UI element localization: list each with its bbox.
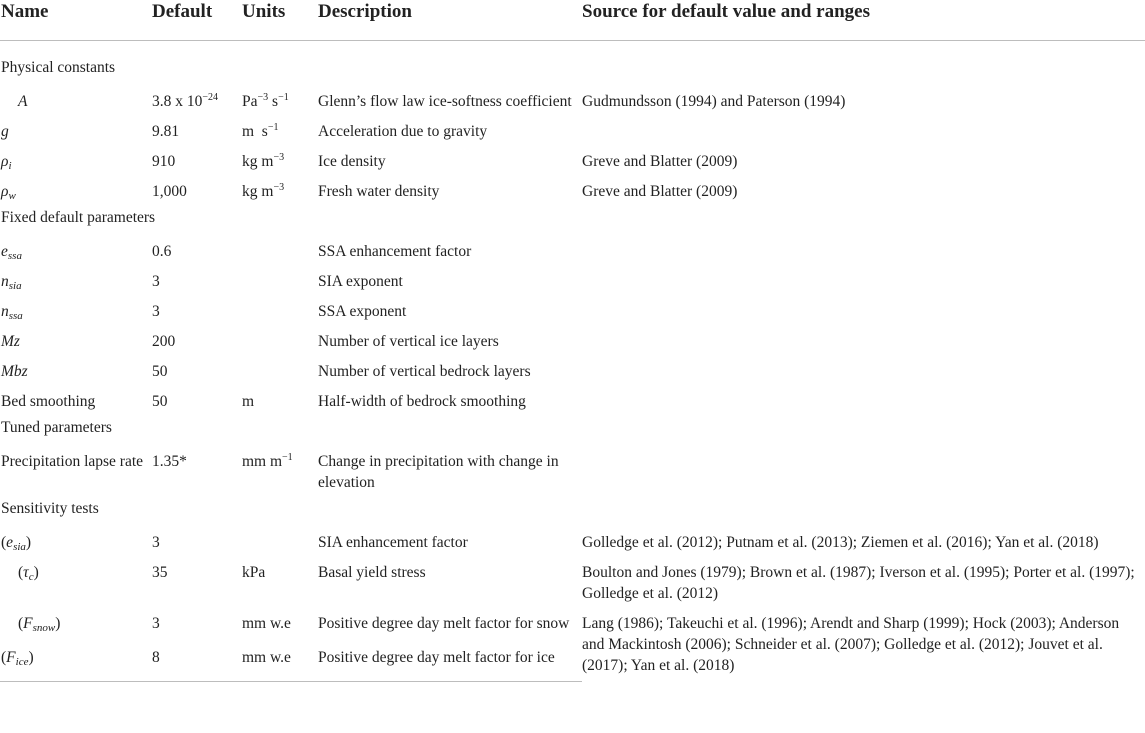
description: Basal yield stress <box>318 564 426 581</box>
description: Fresh water density <box>318 183 440 200</box>
unit <box>242 357 318 387</box>
source: Boulton and Jones (1979); Brown et al. (1987); Iverson et al. (1995); Porter et al. (1997); Golledge et al. (2012) <box>582 564 1135 602</box>
unit: kg $m^{-3}$ <box>242 152 285 170</box>
description: Glenn’s flow law ice-softness coefficient <box>318 93 572 110</box>
symbol: e <box>1 243 8 260</box>
default-value: 200 <box>152 333 176 350</box>
description: Ice density <box>318 153 386 170</box>
section-fixed-default-parameters: Fixed default parameters <box>1 209 156 226</box>
unit: kg $m^{-3}$ <box>242 182 285 200</box>
source <box>582 327 1145 357</box>
description: Number of vertical bedrock layers <box>318 363 531 380</box>
description: SIA exponent <box>318 273 403 290</box>
table-row <box>0 327 1145 357</box>
source: Greve and Blatter (2009) <box>582 153 738 170</box>
table-row: $(e_{sia})$ 3 SIA enhancement factor Golledge et al. (2012); Putnam et al. (2013); Ziemen et al. (2016); Yan et al. (2018) <box>0 528 1145 558</box>
section-row <box>0 417 1145 447</box>
default-value: 50 <box>152 393 168 410</box>
unit <box>242 237 318 267</box>
symbol: ρ <box>1 183 9 200</box>
source <box>582 297 1145 327</box>
description: Change in precipitation with change in elevation <box>318 453 559 491</box>
description: Half-width of bedrock smoothing <box>318 393 526 410</box>
source <box>582 237 1145 267</box>
section-row <box>0 57 1145 87</box>
unit: m <box>242 393 255 410</box>
header-source: Source for default value and ranges <box>582 0 1145 41</box>
source <box>582 357 1145 387</box>
description: Number of vertical ice layers <box>318 333 499 350</box>
default-value: 1.35* <box>152 453 187 470</box>
table-row: $\rho_i$ 910 kg $m^{-3}$ Ice density Greve and Blatter (2009) <box>0 147 1145 177</box>
default-value: 3 <box>152 615 160 632</box>
table-row: $(\tau_c)$ 35 kPa Basal yield stress Boulton and Jones (1979); Brown et al. (1987); Iverson et al. (1995); Porter et al. (1997); Golledge et al. (2012) <box>0 558 1145 609</box>
source <box>582 447 1145 498</box>
header-name: Name <box>0 0 152 41</box>
section-tuned-parameters: Tuned parameters <box>1 419 112 436</box>
section-row <box>0 207 1145 237</box>
default-value: 910 <box>152 153 176 170</box>
unit: mm w.e <box>242 615 291 632</box>
description: SIA enhancement factor <box>318 534 468 551</box>
default-value: 1,000 <box>152 183 187 200</box>
source: Gudmundsson (1994) and Paterson (1994) <box>582 93 846 110</box>
parameter-name: Bed smoothing <box>1 393 96 410</box>
table-row <box>0 117 1145 147</box>
symbol: n <box>1 273 9 290</box>
unit: mm $m^{-1}$ <box>242 452 293 470</box>
unit: m $s^{-1}$ <box>242 122 279 140</box>
section-row <box>0 498 1145 528</box>
description: SSA enhancement factor <box>318 243 472 260</box>
symbol: Mz <box>1 333 20 350</box>
table-row: $n_{sia}$ 3 SIA exponent <box>0 267 1145 297</box>
default-value: 9.81 <box>152 123 180 140</box>
default-value: 3 <box>152 303 160 320</box>
source <box>582 267 1145 297</box>
description: Positive degree day melt factor for ice <box>318 643 582 681</box>
default-value: 0.6 <box>152 243 172 260</box>
table-row <box>0 447 1145 498</box>
symbol: A <box>18 93 28 110</box>
unit: mm w.e <box>242 643 318 681</box>
symbol: F <box>23 615 33 632</box>
symbol: n <box>1 303 9 320</box>
table-row <box>0 357 1145 387</box>
table-row: $(F_{ice})$ 8 mm w.e Positive degree day melt factor for ice <box>0 643 1145 681</box>
section-sensitivity-tests: Sensitivity tests <box>1 500 99 517</box>
default-value: 3.8 x $10^{-24}$ <box>152 92 219 110</box>
unit: kPa <box>242 564 266 581</box>
unit <box>242 267 318 297</box>
description: Positive degree day melt factor for snow <box>318 615 570 632</box>
description: SSA exponent <box>318 303 407 320</box>
default-value: 8 <box>152 643 242 681</box>
header-units: Units <box>242 0 318 41</box>
section-physical-constants: Physical constants <box>1 59 116 76</box>
symbol: τ <box>23 564 29 581</box>
symbol: F <box>6 649 16 667</box>
symbol: ρ <box>1 153 9 170</box>
source: Golledge et al. (2012); Putnam et al. (2013); Ziemen et al. (2016); Yan et al. (2018) <box>582 534 1099 551</box>
default-value: 3 <box>152 534 160 551</box>
table-row: $e_{ssa}$ 0.6 SSA enhancement factor <box>0 237 1145 267</box>
source <box>582 387 1145 417</box>
symbol: g <box>1 123 9 140</box>
symbol: e <box>6 534 14 551</box>
unit <box>242 297 318 327</box>
default-value: 3 <box>152 273 160 290</box>
header-description: Description <box>318 0 582 41</box>
table-row: $\rho_w$ 1,000 kg $m^{-3}$ Fresh water density Greve and Blatter (2009) <box>0 177 1145 207</box>
source: Greve and Blatter (2009) <box>582 183 738 200</box>
unit <box>242 327 318 357</box>
source: Lang (1986); Takeuchi et al. (1996); Arendt and Sharp (1999); Hock (2003); Anderson and Mackintosh (2006); Schneider et al. (2007); Golledge et al. (2012); Jouvet et al. (2017); Yan et al. (2018) <box>582 615 1120 674</box>
table-row <box>0 387 1145 417</box>
header-default: Default <box>152 0 242 41</box>
table-row: $n_{ssa}$ 3 SSA exponent <box>0 297 1145 327</box>
table-row: $(F_{snow})$ 3 mm w.e Positive degree day melt factor for snow Lang (1986); Takeuchi et al. (1996); Arendt and Sharp (1999); Hock (2003); Anderson and Mackintosh (2006); Schneider et al. (2007); Golledge et al. (2012); Jouvet et al. (2017); Yan et al. (2018) <box>0 609 1145 643</box>
source <box>582 117 1145 147</box>
default-value: 50 <box>152 363 168 380</box>
symbol: Mbz <box>1 363 28 380</box>
description: Acceleration due to gravity <box>318 123 488 140</box>
parameter-name: Precipitation lapse rate <box>1 453 144 470</box>
default-value: 35 <box>152 564 168 581</box>
unit <box>242 528 318 558</box>
unit: $Pa^{-3}$ $s^{-1}$ <box>242 92 289 110</box>
table-header <box>0 0 1145 41</box>
table-row <box>0 87 1145 117</box>
